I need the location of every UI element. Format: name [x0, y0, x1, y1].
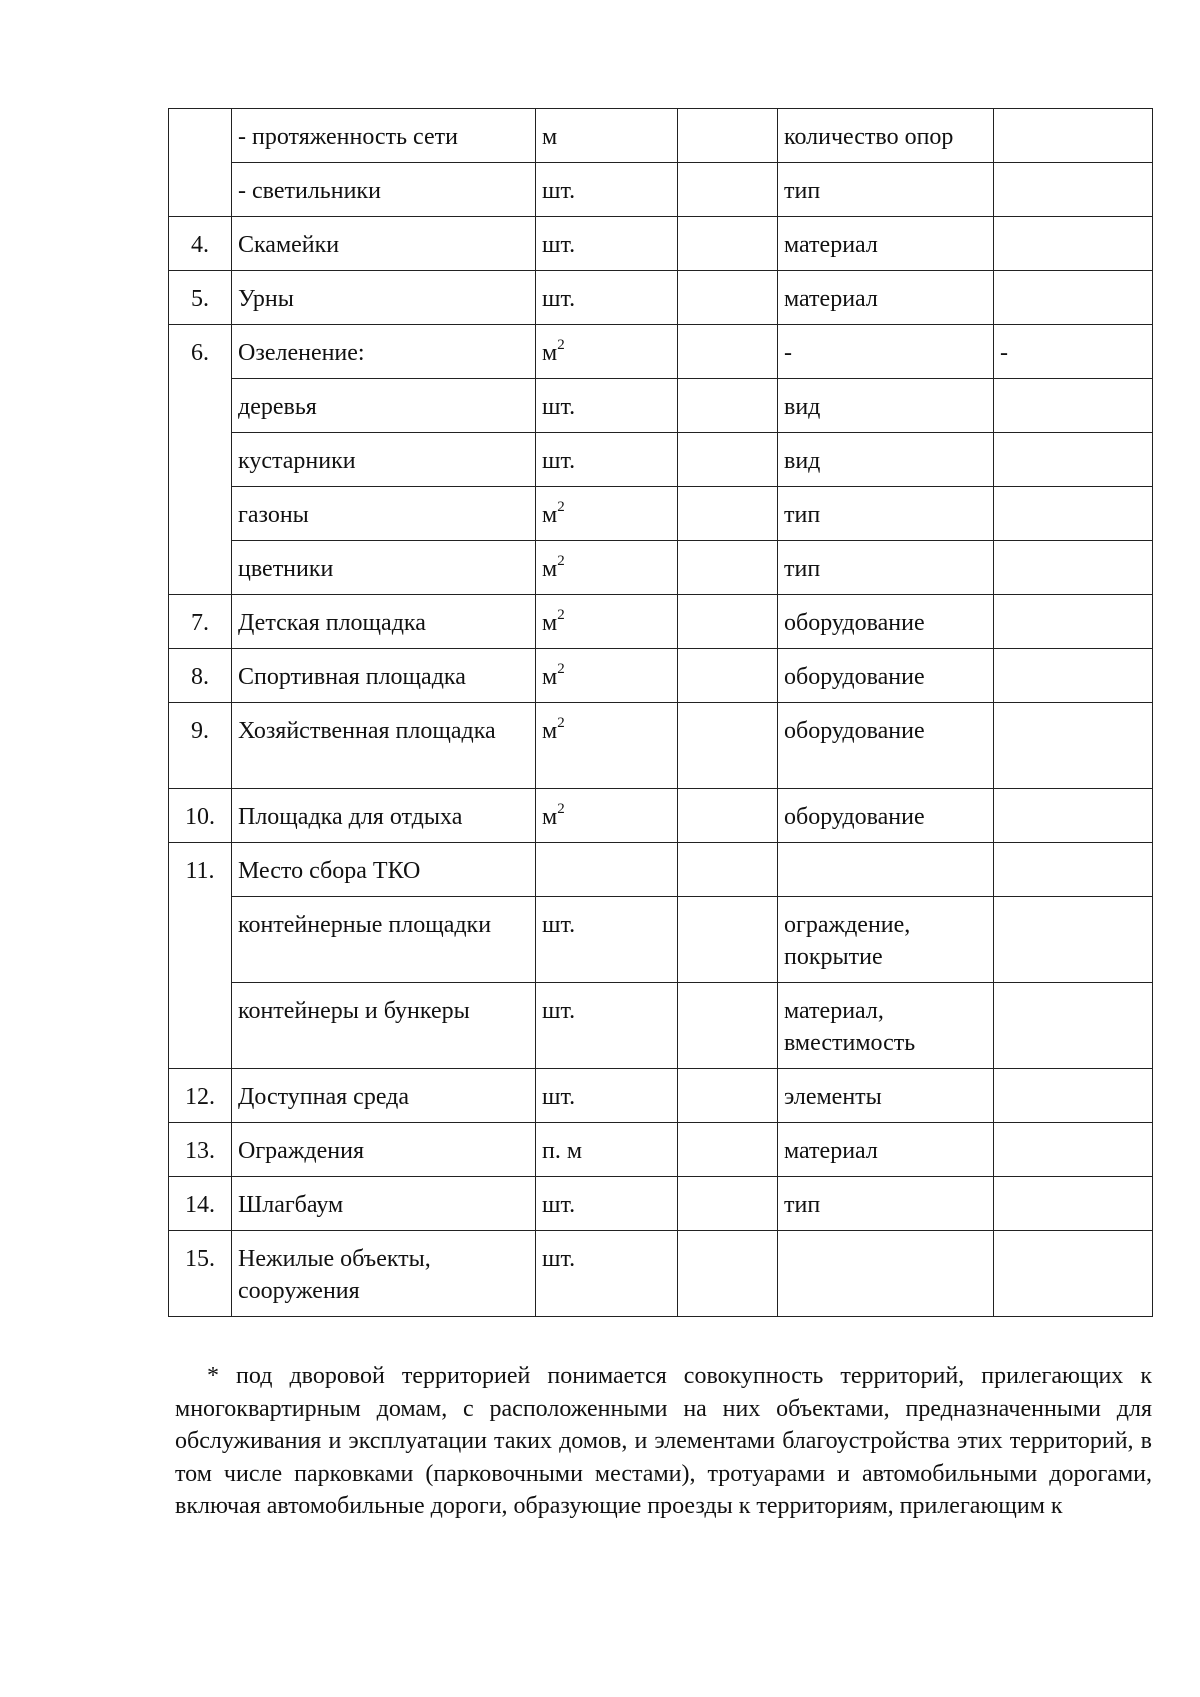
unit-cell: $м^2$: [536, 487, 678, 541]
value-cell: [678, 1177, 778, 1231]
unit-cell: шт.: [536, 217, 678, 271]
row-number: 5.: [169, 271, 232, 325]
table-row: [169, 271, 1153, 325]
value-cell: [678, 897, 778, 983]
element-name: Шлагбаум: [232, 1177, 536, 1231]
feature-cell: количество опор: [778, 109, 994, 163]
footnote-text: * под дворовой территорией понимается совокупность территорий, прилегающих к многоквартирным домам, с расположенными на них объектами, предназначенными для обслуживания и эксплуатации таких домов, и элементами благоустройства этих территорий, в том числе парковками (парковочными местами), тротуарами и автомобильными дорогами, включая автомобильные дороги, образующие проезды к территориям, прилегающим к: [175, 1363, 1152, 1519]
unit-cell: $м^2$: [536, 649, 678, 703]
table-row: [169, 163, 1153, 217]
extra-cell: [994, 843, 1153, 897]
feature-cell: -: [778, 325, 994, 379]
table-row: [169, 217, 1153, 271]
table-row: [169, 1231, 1153, 1317]
element-name: - светильники: [232, 163, 536, 217]
feature-cell: [778, 1231, 994, 1317]
extra-cell: [994, 433, 1153, 487]
table-row: [169, 897, 1153, 983]
extra-cell: [994, 897, 1153, 983]
row-number: [169, 109, 232, 217]
feature-cell: тип: [778, 163, 994, 217]
value-cell: [678, 325, 778, 379]
feature-cell: тип: [778, 487, 994, 541]
feature-cell: материал: [778, 217, 994, 271]
element-name: Озеленение:: [232, 325, 536, 379]
element-name: Хозяйственная площадка: [232, 703, 536, 789]
extra-cell: -: [994, 325, 1153, 379]
table-row: [169, 1177, 1153, 1231]
feature-cell: тип: [778, 1177, 994, 1231]
row-number: 4.: [169, 217, 232, 271]
unit-cell: [536, 843, 678, 897]
value-cell: [678, 541, 778, 595]
table-row: [169, 983, 1153, 1069]
feature-cell: [778, 843, 994, 897]
table-row: [169, 703, 1153, 789]
table-row: [169, 325, 1153, 379]
feature-cell: материал: [778, 271, 994, 325]
element-name: контейнерные площадки: [232, 897, 536, 983]
value-cell: [678, 1231, 778, 1317]
row-number: 15.: [169, 1231, 232, 1317]
feature-cell: ограждение, покрытие: [778, 897, 994, 983]
element-name: Детская площадка: [232, 595, 536, 649]
table-row: [169, 649, 1153, 703]
unit-cell: шт.: [536, 163, 678, 217]
value-cell: [678, 433, 778, 487]
unit-cell: шт.: [536, 1069, 678, 1123]
value-cell: [678, 109, 778, 163]
table-row: [169, 843, 1153, 897]
feature-cell: оборудование: [778, 649, 994, 703]
extra-cell: [994, 379, 1153, 433]
unit-cell: $м^2$: [536, 595, 678, 649]
extra-cell: [994, 163, 1153, 217]
unit-cell: шт.: [536, 983, 678, 1069]
element-name: Спортивная площадка: [232, 649, 536, 703]
extra-cell: [994, 271, 1153, 325]
row-number: 9.: [169, 703, 232, 789]
unit-cell: шт.: [536, 897, 678, 983]
element-name: Нежилые объекты, сооружения: [232, 1231, 536, 1317]
row-number: 11.: [169, 843, 232, 1069]
value-cell: [678, 217, 778, 271]
feature-cell: оборудование: [778, 703, 994, 789]
extra-cell: [994, 1231, 1153, 1317]
value-cell: [678, 595, 778, 649]
element-name: кустарники: [232, 433, 536, 487]
unit-cell: $м^2$: [536, 789, 678, 843]
value-cell: [678, 487, 778, 541]
element-name: газоны: [232, 487, 536, 541]
extra-cell: [994, 109, 1153, 163]
element-name: Урны: [232, 271, 536, 325]
feature-cell: элементы: [778, 1069, 994, 1123]
value-cell: [678, 271, 778, 325]
table-row: [169, 379, 1153, 433]
table-row: [169, 1069, 1153, 1123]
value-cell: [678, 163, 778, 217]
row-number: 8.: [169, 649, 232, 703]
unit-cell: $м^2$: [536, 325, 678, 379]
extra-cell: [994, 595, 1153, 649]
extra-cell: [994, 487, 1153, 541]
value-cell: [678, 1123, 778, 1177]
unit-cell: шт.: [536, 433, 678, 487]
element-name: контейнеры и бункеры: [232, 983, 536, 1069]
unit-cell: шт.: [536, 379, 678, 433]
unit-cell: шт.: [536, 1231, 678, 1317]
table-row: [169, 109, 1153, 163]
table-row: [169, 595, 1153, 649]
unit-cell: м: [536, 109, 678, 163]
feature-cell: оборудование: [778, 595, 994, 649]
feature-cell: вид: [778, 433, 994, 487]
feature-cell: материал, вместимость: [778, 983, 994, 1069]
row-number: 13.: [169, 1123, 232, 1177]
inventory-table: [168, 108, 1153, 1317]
value-cell: [678, 789, 778, 843]
unit-cell: шт.: [536, 1177, 678, 1231]
unit-cell: $м^2$: [536, 541, 678, 595]
row-number: 14.: [169, 1177, 232, 1231]
value-cell: [678, 379, 778, 433]
table-row: [169, 487, 1153, 541]
unit-cell: $м^2$: [536, 703, 678, 789]
row-number: 12.: [169, 1069, 232, 1123]
table-row: [169, 433, 1153, 487]
element-name: Площадка для отдыха: [232, 789, 536, 843]
feature-cell: материал: [778, 1123, 994, 1177]
element-name: Скамейки: [232, 217, 536, 271]
element-name: деревья: [232, 379, 536, 433]
feature-cell: вид: [778, 379, 994, 433]
value-cell: [678, 1069, 778, 1123]
extra-cell: [994, 1123, 1153, 1177]
extra-cell: [994, 541, 1153, 595]
extra-cell: [994, 1177, 1153, 1231]
extra-cell: [994, 1069, 1153, 1123]
table-row: [169, 789, 1153, 843]
extra-cell: [994, 703, 1153, 789]
row-number: 6.: [169, 325, 232, 595]
feature-cell: тип: [778, 541, 994, 595]
element-name: - протяженность сети: [232, 109, 536, 163]
element-name: Ограждения: [232, 1123, 536, 1177]
extra-cell: [994, 217, 1153, 271]
footnote: [175, 1360, 1152, 1523]
row-number: 10.: [169, 789, 232, 843]
extra-cell: [994, 789, 1153, 843]
extra-cell: [994, 649, 1153, 703]
element-name: Доступная среда: [232, 1069, 536, 1123]
value-cell: [678, 983, 778, 1069]
feature-cell: оборудование: [778, 789, 994, 843]
row-number: 7.: [169, 595, 232, 649]
extra-cell: [994, 983, 1153, 1069]
table-row: [169, 541, 1153, 595]
unit-cell: п. м: [536, 1123, 678, 1177]
value-cell: [678, 649, 778, 703]
value-cell: [678, 843, 778, 897]
value-cell: [678, 703, 778, 789]
unit-cell: шт.: [536, 271, 678, 325]
table-row: [169, 1123, 1153, 1177]
element-name: цветники: [232, 541, 536, 595]
element-name: Место сбора ТКО: [232, 843, 536, 897]
